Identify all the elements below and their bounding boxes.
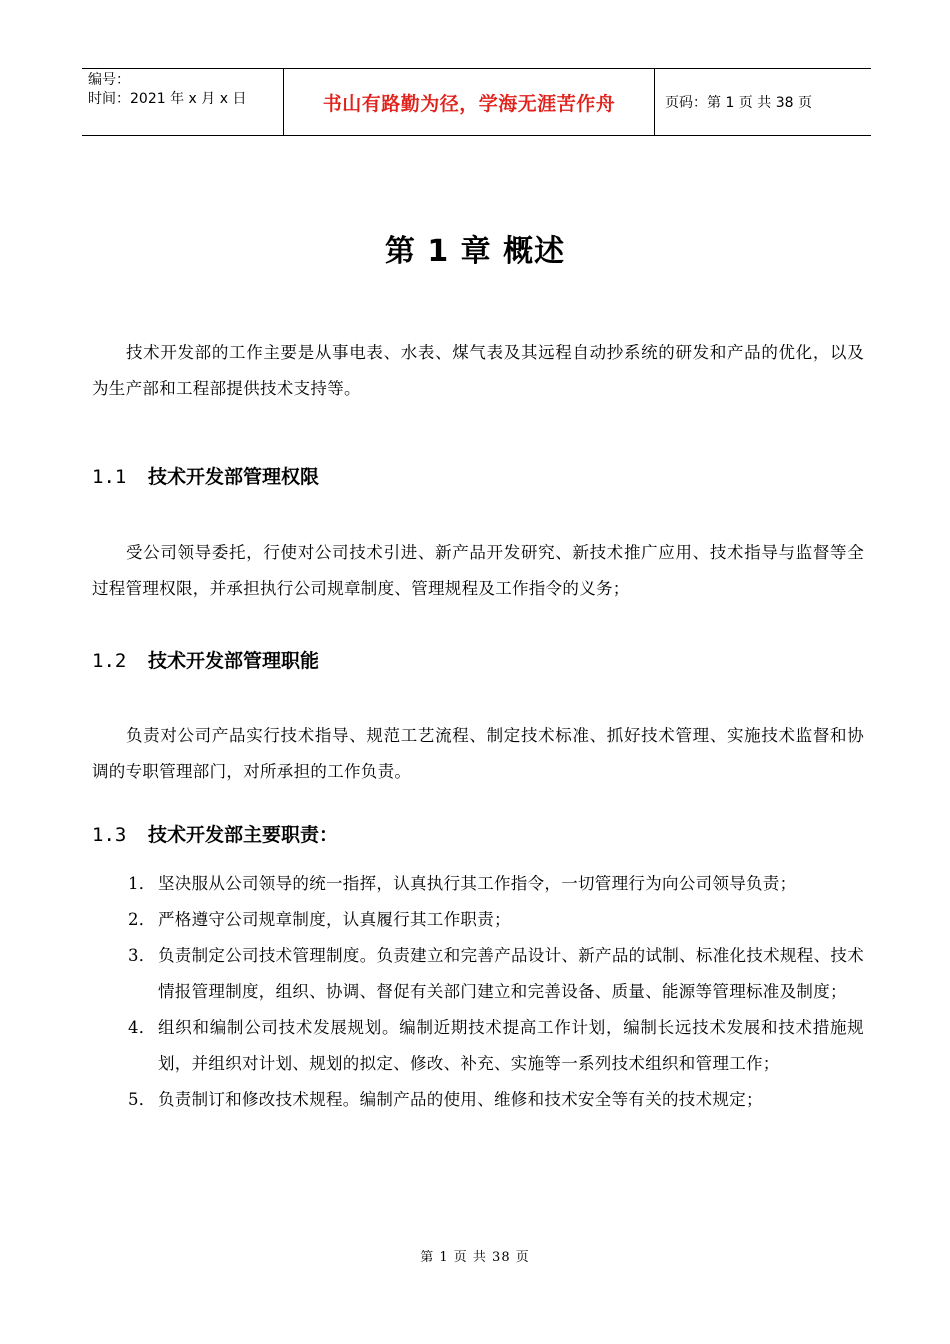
list-item-number: 4．	[128, 1018, 156, 1037]
list-item	[128, 866, 864, 902]
list-item-number: 1．	[128, 874, 156, 893]
section-number: 1.2	[92, 650, 127, 672]
header-time: 时间：2021 年 x 月 x 日	[88, 91, 247, 107]
duties-list	[128, 866, 864, 1118]
section-title: 技术开发部管理权限	[148, 466, 320, 488]
list-item-number: 5．	[128, 1090, 156, 1109]
section-title: 技术开发部管理职能	[148, 650, 320, 672]
page-header	[82, 68, 871, 136]
list-item-number: 3．	[128, 946, 156, 965]
list-item-text: 负责制订和修改技术规程。编制产品的使用、维修和技术安全等有关的技术规定；	[158, 1090, 763, 1109]
section-heading-1-1	[92, 462, 319, 489]
page-footer: 第 1 页 共 38 页	[420, 1250, 530, 1265]
list-item	[128, 938, 864, 1010]
section-number: 1.3	[92, 824, 127, 846]
header-number: 编号：	[88, 72, 130, 88]
section-heading-1-3	[92, 820, 338, 847]
list-item-text: 组织和编制公司技术发展规划。编制近期技术提高工作计划，编制长远技术发展和技术措施规划，并组织对计划、规划的拟定、修改、补充、实施等一系列技术组织和管理工作；	[158, 1018, 864, 1073]
list-item-text: 严格遵守公司规章制度，认真履行其工作职责；	[158, 910, 511, 929]
intro-paragraph: 技术开发部的工作主要是从事电表、水表、煤气表及其远程自动抄系统的研发和产品的优化，以及为生产部和工程部提供技术支持等。	[92, 343, 864, 398]
list-item	[128, 1010, 864, 1082]
list-item-text: 负责制定公司技术管理制度。负责建立和完善产品设计、新产品的试制、标准化技术规程、技术情报管理制度，组织、协调、督促有关部门建立和完善设备、质量、能源等管理标准及制度；	[158, 946, 864, 1001]
header-meta	[82, 69, 283, 135]
section-title: 技术开发部主要职责：	[148, 824, 339, 846]
list-item	[128, 1082, 864, 1118]
list-item-number: 2．	[128, 910, 156, 929]
chapter-title: 第 1 章 概述	[384, 234, 566, 269]
list-item-text: 坚决服从公司领导的统一指挥，认真执行其工作指令，一切管理行为向公司领导负责；	[158, 874, 797, 893]
section-1-2-body: 负责对公司产品实行技术指导、规范工艺流程、制定技术标准、抓好技术管理、实施技术监督和协调的专职管理部门，对所承担的工作负责。	[92, 726, 864, 781]
section-heading-1-2	[92, 646, 319, 673]
section-number: 1.1	[92, 466, 127, 488]
header-page-info: 页码：第 1 页 共 38 页	[665, 95, 812, 111]
section-1-1-body: 受公司领导委托，行使对公司技术引进、新产品开发研究、新技术推广应用、技术指导与监督等全过程管理权限，并承担执行公司规章制度、管理规程及工作指令的义务；	[92, 543, 864, 598]
header-motto-cell	[283, 69, 655, 135]
list-item	[128, 902, 864, 938]
header-motto: 书山有路勤为径，学海无涯苦作舟	[322, 92, 616, 115]
